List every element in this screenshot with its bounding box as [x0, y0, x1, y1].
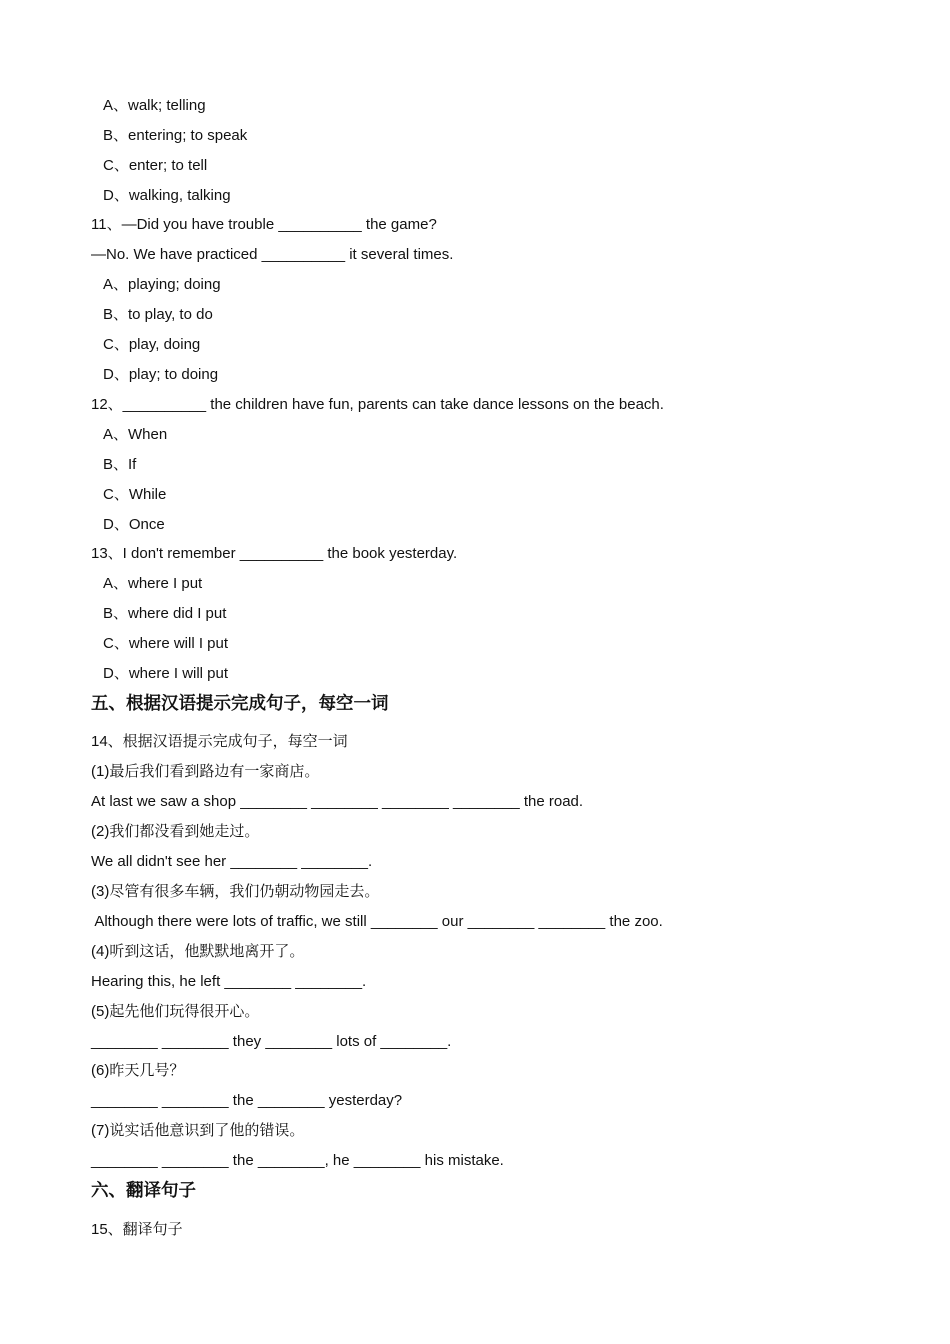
answer-option: B、entering; to speak	[103, 127, 248, 144]
answer-option: D、where I will put	[103, 665, 229, 682]
text-line: (4)听到这话，他默默地离开了。	[91, 943, 305, 960]
answer-option: C、While	[103, 486, 167, 503]
text-line: Hearing this, he left ________ ________.	[91, 973, 367, 990]
answer-option: A、When	[103, 426, 168, 443]
answer-option: A、playing; doing	[103, 276, 221, 293]
answer-option: D、walking, talking	[103, 187, 231, 204]
answer-option: A、walk; telling	[103, 97, 206, 114]
text-line: (7)说实话他意识到了他的错误。	[91, 1122, 305, 1139]
question-text: 15、翻译句子	[91, 1221, 183, 1238]
question-text: 13、I don't remember __________ the book yesterday.	[91, 545, 458, 562]
text-line: Although there were lots of traffic, we still ________ our ________ ________ the zoo.	[91, 913, 663, 930]
text-line: (6)昨天几号？	[91, 1062, 185, 1079]
question-text: 11、—Did you have trouble __________ the game?	[91, 216, 437, 233]
section-heading: 六、翻译句子	[91, 1180, 196, 1200]
text-line: ________ ________ they ________ lots of ________.	[91, 1033, 452, 1050]
text-line: (1)最后我们看到路边有一家商店。	[91, 763, 320, 780]
text-line: We all didn't see her ________ ________.	[91, 853, 373, 870]
answer-option: C、where will I put	[103, 635, 229, 652]
text-line: —No. We have practiced __________ it several times.	[91, 246, 454, 263]
answer-option: B、If	[103, 456, 137, 473]
text-line: (2)我们都没看到她走过。	[91, 823, 260, 840]
answer-option: B、to play, to do	[103, 306, 213, 323]
text-line: ________ ________ the ________ yesterday?	[91, 1092, 403, 1109]
answer-option: A、where I put	[103, 575, 203, 592]
answer-option: D、Once	[103, 516, 165, 533]
section-heading: 五、根据汉语提示完成句子，每空一词	[91, 693, 389, 713]
question-text: 14、根据汉语提示完成句子，每空一词	[91, 733, 348, 750]
question-text: 12、__________ the children have fun, parents can take dance lessons on the beach.	[91, 396, 664, 413]
text-line: (5)起先他们玩得很开心。	[91, 1003, 260, 1020]
answer-option: C、play, doing	[103, 336, 201, 353]
answer-option: D、play; to doing	[103, 366, 219, 383]
answer-option: C、enter; to tell	[103, 157, 208, 174]
text-line: ________ ________ the ________, he ________ his mistake.	[91, 1152, 504, 1169]
answer-option: B、where did I put	[103, 605, 227, 622]
text-line: At last we saw a shop ________ ________ ________ ________ the road.	[91, 793, 584, 810]
text-line: (3)尽管有很多车辆，我们仍朝动物园走去。	[91, 883, 380, 900]
